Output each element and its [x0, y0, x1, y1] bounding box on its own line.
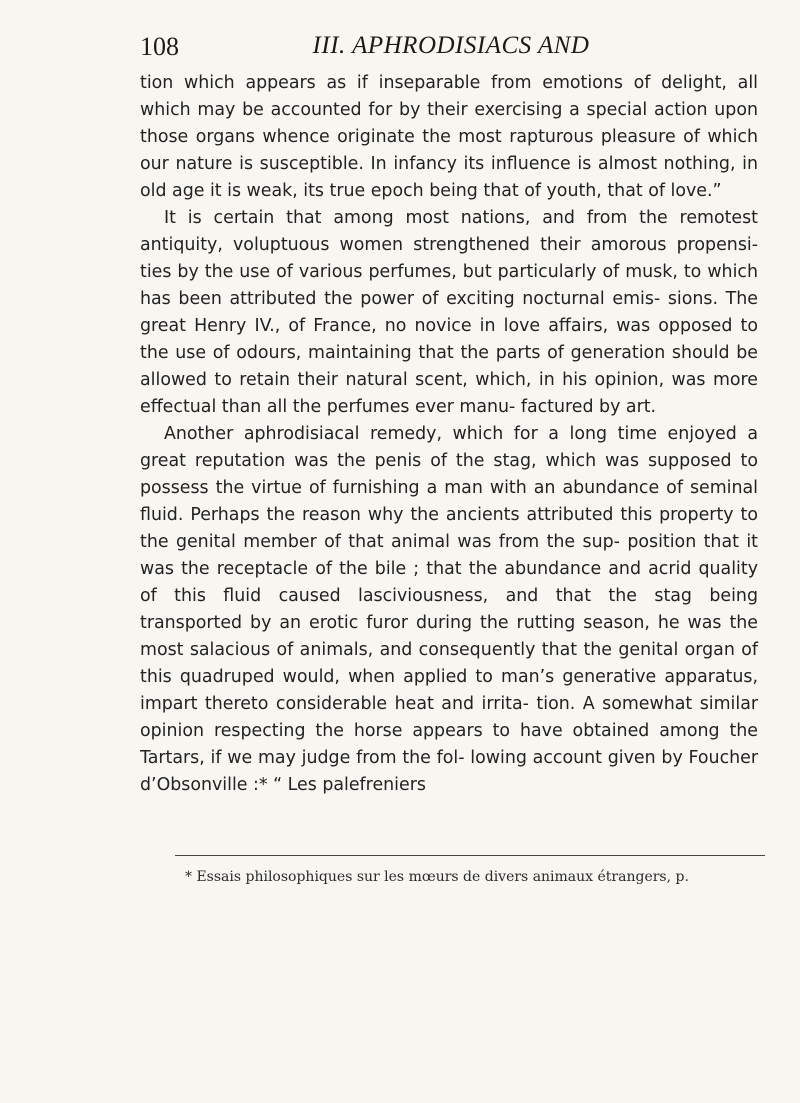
page-header [140, 28, 762, 68]
body-text [140, 70, 758, 799]
running-title: III. APHRODISIACS AND [312, 32, 590, 59]
paragraph-1: tion which appears as if inseparable from emotions of delight, all which may be accounted for by their exercising a special action upon those organs whence originate the most rapturous pleasure of which our nature is susceptible. In infancy its influence is almost nothing, in old age it is weak, its true epoch being that of youth, that of love.” [140, 73, 758, 201]
page-number: 108 [140, 32, 179, 61]
footnote-divider [175, 855, 765, 856]
paragraph-2: It is certain that among most nations, and from the remotest antiquity, voluptuous women strengthened their amorous propensi- ties by the use of various perfumes, but particularly of musk, to which has been attributed the power of exciting nocturnal emis- sions. The great Henry IV., of France, no novice in love affairs, was opposed to the use of odours, maintaining that the parts of generation should be allowed to retain their natural scent, which, in his opinion, was more effectual than all the perfumes ever manu- factured by art. [140, 208, 758, 417]
paragraph-3: Another aphrodisiacal remedy, which for a long time enjoyed a great reputation was the penis of the stag, which was supposed to possess the virtue of furnishing a man with an abundance of seminal fluid. Perhaps the reason why the ancients attributed this property to the genital member of that animal was from the sup- position that it was the receptacle of the bile ; that the abundance and acrid quality of this fluid caused lasciviousness, and that the stag being transported by an erotic furor during the rutting season, he was the most salacious of animals, and consequently that the genital organ of this quadruped would, when applied to man’s generative apparatus, impart thereto considerable heat and irrita- tion. A somewhat similar opinion respecting the horse appears to have obtained among the Tartars, if we may judge from the fol- lowing account given by Foucher d’Obsonville :* “ Les palefreniers [140, 424, 758, 795]
footnote: * Essais philosophiques sur les mœurs de divers animaux étrangers, p. [185, 869, 689, 885]
